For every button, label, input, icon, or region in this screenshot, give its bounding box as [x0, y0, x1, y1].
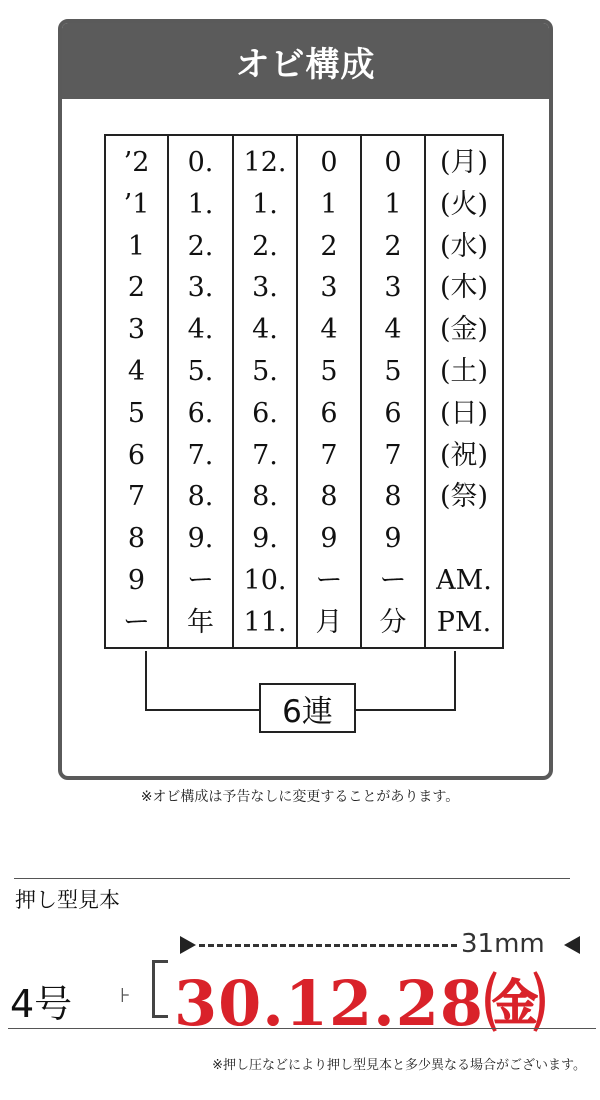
band-cell: (木) [439, 272, 489, 304]
band-cell: 3. [252, 272, 278, 304]
bracket-icon [152, 960, 168, 1018]
band-cell: (火) [439, 188, 489, 220]
band-cell: 6 [320, 397, 338, 429]
band-cell: 9 [384, 523, 402, 555]
band-cell: 3. [187, 272, 214, 304]
band-cell: 4. [252, 314, 278, 346]
band-cell: (月) [439, 147, 489, 178]
band-cell: ー [379, 564, 407, 596]
band-cell [426, 518, 502, 560]
divider-bottom [8, 1028, 596, 1029]
sample-note: ※押し圧などにより押し型見本と多少異なる場合がございます。 [212, 1058, 586, 1073]
band-cell: 3 [320, 272, 338, 304]
band-cell: 1. [252, 188, 278, 220]
band-cell: 7. [252, 439, 278, 471]
band-table [104, 134, 504, 649]
band-cell: 1. [187, 188, 214, 220]
band-cell: 9 [127, 564, 146, 596]
band-cell: 9. [252, 523, 278, 555]
band-note: ※オビ構成は予告なしに変更することがあります。 [140, 789, 460, 805]
band-cell: 8. [187, 481, 214, 513]
band-cell: 1 [384, 188, 402, 220]
band-cell: 5 [320, 355, 338, 387]
band-column [168, 135, 233, 648]
band-cell: (日) [439, 397, 489, 429]
band-cell: 9. [187, 523, 214, 555]
band-cell: AM. [436, 564, 492, 596]
band-cell: ー [123, 606, 150, 638]
size-label: 4号 [10, 982, 73, 1026]
band-cell: PM. [436, 606, 492, 638]
band-cell: (金) [439, 314, 489, 346]
band-cell: ー [187, 564, 214, 596]
band-column [425, 135, 503, 648]
band-cell: 3 [127, 314, 146, 346]
stamp-impression: 30.12.28㈮ [174, 967, 548, 1040]
dimension-label: 31mm [461, 929, 545, 959]
band-cell: 0 [320, 147, 338, 178]
band-cell: ’1 [123, 188, 150, 220]
band-cell: 5. [252, 355, 278, 387]
band-cell: ’2 [123, 147, 150, 178]
band-cell: 8 [127, 523, 146, 555]
band-cell: 7 [384, 439, 402, 471]
band-cell: 5 [384, 355, 402, 387]
band-cell: 2. [252, 230, 278, 262]
band-cell: 5 [127, 397, 146, 429]
band-cell: 4 [320, 314, 338, 346]
band-cell: 月 [315, 606, 343, 638]
band-cell: 8. [252, 481, 278, 513]
band-cell: 2 [384, 230, 402, 262]
band-cell: 7 [127, 481, 146, 513]
divider-top [14, 878, 570, 879]
band-cell: (祝) [439, 439, 489, 471]
band-cell: 2. [187, 230, 214, 262]
band-count-label: 6連 [259, 683, 356, 733]
band-cell: 7 [320, 439, 338, 471]
band-cell: 7. [187, 439, 214, 471]
sample-title: 押し型見本 [15, 888, 120, 912]
band-cell: 0. [187, 147, 214, 178]
dimension-line [199, 944, 457, 947]
band-cell: 9 [320, 523, 338, 555]
band-cell: 2 [320, 230, 338, 262]
panel-title: オビ構成 [62, 23, 549, 99]
band-cell: 8 [320, 481, 338, 513]
band-cell: 6 [127, 439, 146, 471]
band-column [233, 135, 297, 648]
band-cell: 12. [243, 147, 287, 178]
arrow-left-icon [180, 936, 196, 954]
band-cell: 1 [320, 188, 338, 220]
band-cell: 年 [187, 606, 214, 638]
band-cell: 5. [187, 355, 214, 387]
band-cell: (祭) [439, 481, 489, 513]
band-cell: 6 [384, 397, 402, 429]
position-mark: ⊦ [120, 983, 131, 1007]
band-cell: 4. [187, 314, 214, 346]
band-column [361, 135, 425, 648]
band-cell: 11. [243, 606, 287, 638]
band-cell: (土) [439, 355, 489, 387]
band-cell: 3 [384, 272, 402, 304]
band-cell: 8 [384, 481, 402, 513]
arrow-right-icon [564, 936, 580, 954]
band-cell: 2 [127, 272, 146, 304]
band-cell: 1 [127, 230, 146, 262]
band-column [105, 135, 168, 648]
band-cell: (水) [439, 230, 489, 262]
band-cell: 4 [384, 314, 402, 346]
band-cell: 4 [127, 355, 146, 387]
band-cell: 0 [384, 147, 402, 178]
band-cell: 6. [187, 397, 214, 429]
band-cell: 6. [252, 397, 278, 429]
band-cell: 分 [379, 606, 407, 638]
band-cell: ー [315, 564, 343, 596]
band-cell: 10. [243, 564, 287, 596]
band-column [297, 135, 361, 648]
